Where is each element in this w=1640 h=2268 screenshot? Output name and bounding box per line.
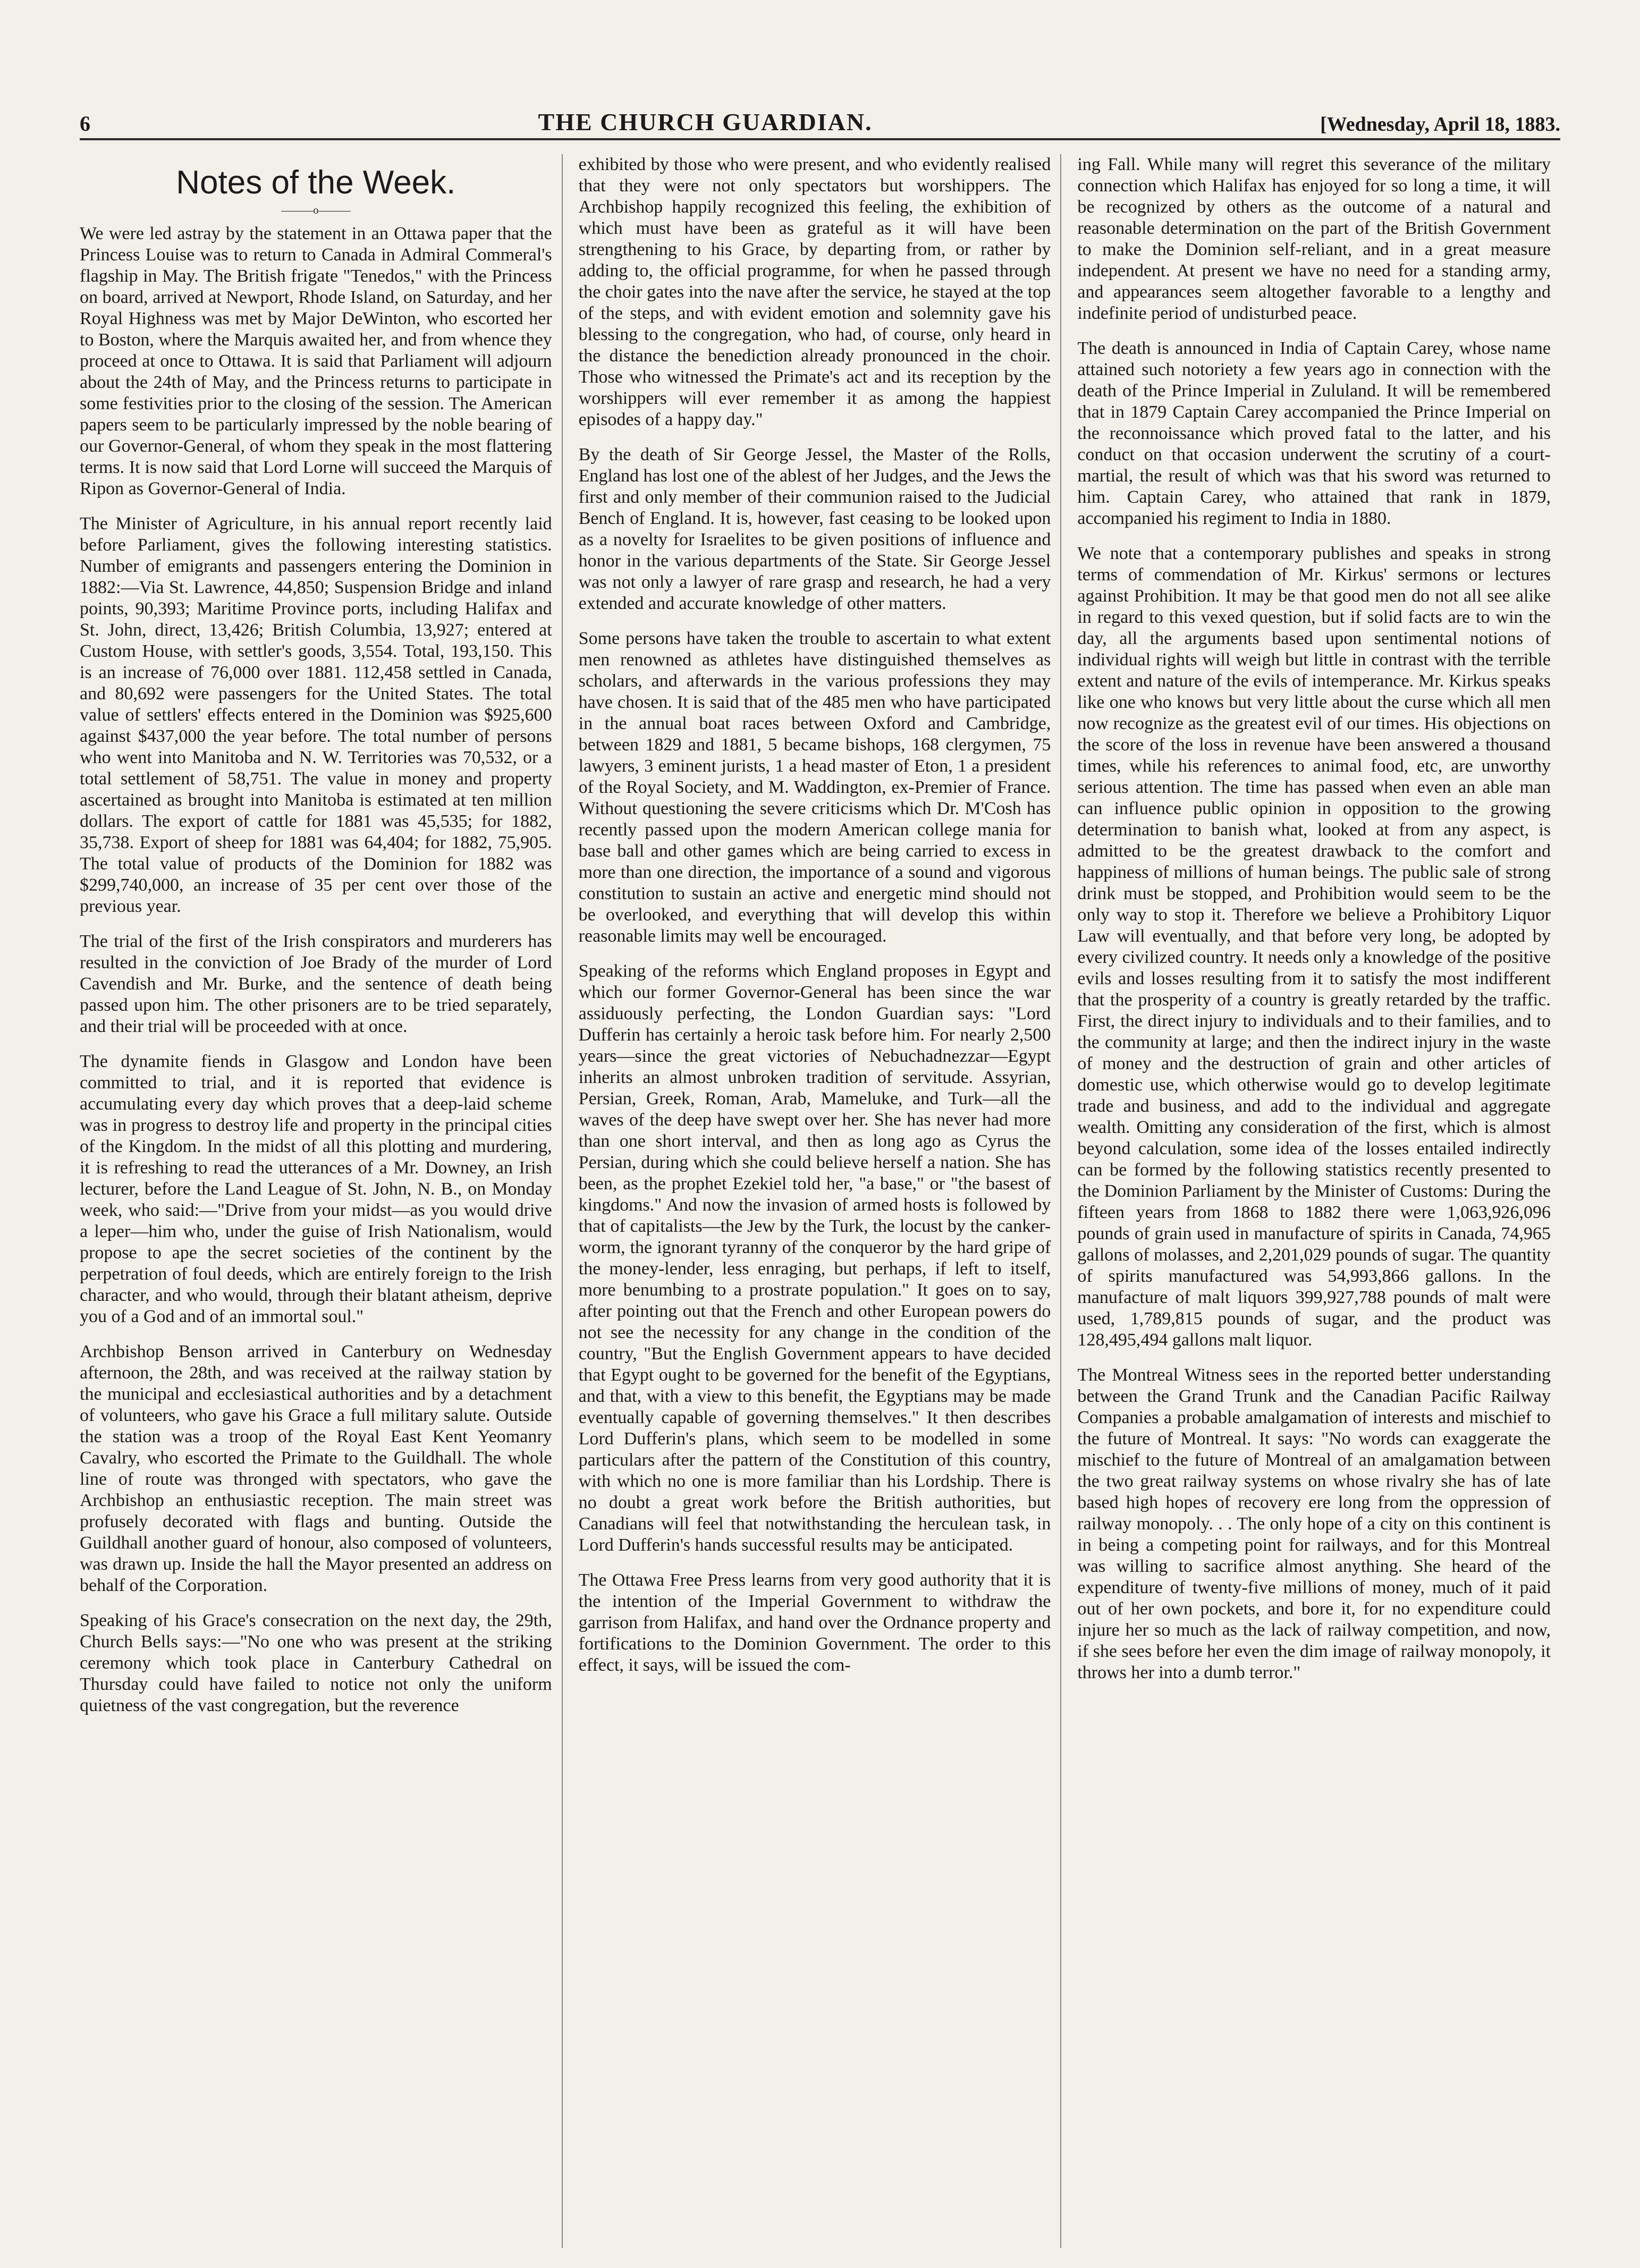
paragraph: The Minister of Agriculture, in his annual report recently laid before Parliament, gives the following interesting statistics. Number of emigrants and passengers entering the Dominion in 1882:—Via St. Lawrence, 44,850; Suspension Bridge and inland points, 90,393; Maritime Province ports, including Halifax and St. John, direct, 13,426; British Columbia, 13,927; entered at Custom House, with settler's goods, 3,554. Total, 193,150. This is an increase of 76,000 over 1881. 112,458 settled in Canada, and 80,692 were passengers for the United States. The total value of settlers' effects entered in the Dominion was $925,600 against $437,000 the year before. The total number of persons who went into Manitoba and N. W. Territories was 70,532, or a total settlement of 58,751. The value in money and property ascertained as brought into Manitoba is estimated at ten million dollars. The export of cattle for 1881 was 45,535; for 1882, 35,738. Export of sheep for 1881 was 64,404; for 1882, 75,905. The total value of products of the Dominion for 1882 was $299,740,000, an increase of 35 per cent over those of the previous year. [80,514,552,916]
paragraph: The Ottawa Free Press learns from very good authority that it is the intention of the Imperial Government to withdraw the garrison from Halifax, and hand over the Ordnance property and fortifications to the Dominion Government. The order to this effect, it says, will be issued the com- [578,1570,1051,1675]
section-title: Notes of the Week. [176,164,456,201]
column-3 [1077,154,1560,2248]
issue-date: [Wednesday, April 18, 1883. [1320,113,1560,136]
text-columns [80,154,1560,2248]
paragraph: By the death of Sir George Jessel, the Master of the Rolls, England has lost one of the ablest of her Judges, and the Jews the first and only member of their communion raised to the Judicial Bench of England. It is, however, fast ceasing to be looked upon as a novelty for Israelites to be given positions of influence and honor in the various departments of the State. Sir George Jessel was not only a lawyer of rare grasp and research, he had a very extended and accurate knowledge of other matters. [578,445,1051,613]
paragraph: exhibited by those who were present, and who evidently realised that they were not only spectators but worshippers. The Archbishop happily recognized this feeling, the exhibition of which must have been as grateful as it will have been strengthening to his Grace, by departing from, or rather by adding to, the official programme, for when he passed through the choir gates into the nave after the service, he stayed at the top of the steps, and with evident emotion and solemnity gave his blessing to the congregation, who had, of course, only heard in the distance the benediction already pronounced in the choir. Those who witnessed the Primate's act and its reception by the worshippers will ever remember it as among the happiest episodes of a happy day." [578,155,1051,429]
paragraph: Archbishop Benson arrived in Canterbury on Wednesday afternoon, the 28th, and was received at the railway station by the municipal and ecclesiastical authorities and by a detachment of volunteers, who gave his Grace a full military salute. Outside the station was a troop of the Royal East Kent Yeomanry Cavalry, who escorted the Primate to the Guildhall. The whole line of route was thronged with spectators, who gave the Archbishop an enthusiastic reception. The main street was profusely decorated with flags and bunting. Outside the Guildhall another guard of honour, also composed of volunteers, was drawn up. Inside the hall the Mayor presented an address on behalf of the Corporation. [80,1342,552,1595]
paragraph: We note that a contemporary publishes and speaks in strong terms of commendation of Mr. Kirkus' sermons or lectures against Prohibition. It may be that good men do not all see alike in regard to this vexed question, but if solid facts are to win the day, all the arguments based upon sentimental notions of individual rights will weigh but little in contrast with the terrible extent and nature of the evils of intemperance. Mr. Kirkus speaks like one who knows but very little about the curse which all men now recognize as the greatest evil of our times. His objections on the score of the loss in revenue have been answered a thousand times, while his references to animal food, etc, are unworthy serious attention. The time has passed when even an able man can influence public opinion in opposition to the growing determination to banish what, looked at from any aspect, is admitted to be the greatest drawback to the comfort and happiness of millions of human beings. The public sale of strong drink must be stopped, and Prohibition would seem to be the only way to stop it. Therefore we believe a Prohibitory Liquor Law will eventually, and that before very long, be adopted by every civilized country. It needs only a knowledge of the positive evils and losses resulting from it to satisfy the most indifferent that the prosperity of a country is greatly retarded by the traffic. First, the direct injury to individuals and to their families, and to the community at large; and then the indirect injury in the waste of money and the destruction of grain and other articles of domestic use, which otherwise would go to develop legitimate trade and business, and add to the individual and aggregate wealth. Omitting any consideration of the first, which is almost beyond calculation, some idea of the losses entailed indirectly can be formed by the following statistics recently presented to the Dominion Parliament by the Minister of Customs: During the fifteen years from 1868 to 1882 there were 1,063,926,096 pounds of grain used in manufacture of spirits in Canada, 74,965 gallons of molasses, and 2,201,029 pounds of sugar. The quantity of spirits manufactured was 54,993,866 gallons. In the manufacture of malt liquors 399,927,788 pounds of malt were used, 1,789,815 pounds of sugar, and the product was 128,495,494 gallons malt liquor. [1077,544,1551,1350]
page-number: 6 [80,112,90,136]
column-1 [80,154,563,2248]
masthead-title: THE CHURCH GUARDIAN. [538,108,873,136]
paragraph: Speaking of his Grace's consecration on the next day, the 29th, Church Bells says:—"No one who was present at the striking ceremony which took place in Canterbury Cathedral on Thursday could have failed to notice not only the uniform quietness of the vast congregation, but the reverence [80,1611,552,1715]
paragraph: The trial of the first of the Irish conspirators and murderers has resulted in the conviction of Joe Brady of the murder of Lord Cavendish and Mr. Burke, and the sentence of death being passed upon him. The other prisoners are to be tried separately, and their trial will be proceeded with at once. [80,932,552,1036]
paragraph: The dynamite fiends in Glasgow and London have been committed to trial, and it is reported that evidence is accumulating every day which proves that a deep-laid scheme was in progress to destroy life and property in the principal cities of the Kingdom. In the midst of all this plotting and murdering, it is refreshing to read the utterances of a Mr. Downey, an Irish lecturer, before the Land League of St. John, N. B., on Monday week, who said:—"Drive from your midst—as you would drive a leper—him who, under the guise of Irish Nationalism, would propose to ape the secret societies of the continent by the perpetration of foul deeds, which are entirely foreign to the Irish character, and who would, through their blatant atheism, deprive you of a God and of an immortal soul." [80,1052,552,1326]
paragraph: We were led astray by the statement in an Ottawa paper that the Princess Louise was to return to Canada in Admiral Commeral's flagship in May. The British frigate "Tenedos," with the Princess on board, arrived at Newport, Rhode Island, on Saturday, and her Royal Highness was met by Major DeWinton, who escorted her to Boston, where the Marquis awaited her, and from whence they proceed at once to Ottawa. It is said that Parliament will adjourn about the 24th of May, and the Princess returns to participate in some festivities prior to the closing of the session. The American papers seem to be particularly impressed by the noble bearing of our Governor-General, of whom they speak in the most flattering terms. It is now said that Lord Lorne will succeed the Marquis of Ripon as Governor-General of India. [80,224,552,498]
paragraph: Speaking of the reforms which England proposes in Egypt and which our former Governor-General has been since the war assiduously perfecting, the London Guardian says: "Lord Dufferin has certainly a heroic task before him. For nearly 2,500 years—since the great victories of Nebuchadnezzar—Egypt inherits an almost unbroken tradition of servitude. Assyrian, Persian, Greek, Roman, Arab, Mameluke, and Turk—all the waves of the deep have swept over her. She has never had more than one short interval, and then as long ago as Cyrus the Persian, during which she could believe herself a nation. She has been, as the prophet Ezekiel told her, "a base," or "the basest of kingdoms." And now the invasion of armed hosts is followed by that of capitalists—the Jew by the Turk, the locust by the canker-worm, the ignorant tyranny of the conqueror by the hard gripe of the money-lender, less enraging, but perhaps, if left to itself, more benumbing to a prostrate population." It goes on to say, after pointing out that the French and other European powers do not see the necessity for any change in the condition of the country, "But the English Government appears to have decided that Egypt ought to be governed for the benefit of the Egyptians, and that, with a view to this benefit, the Egyptians may be made eventually capable of governing themselves." It then describes Lord Dufferin's plans, which seem to be modelled in some particulars after the pattern of the Constitution of this country, with which no one is more familiar than his Lordship. There is no doubt a great work before the British authorities, but Canadians will feel that notwithstanding the herculean task, in Lord Dufferin's hands successful results may be anticipated. [578,961,1051,1555]
paragraph: ing Fall. While many will regret this severance of the military connection which Halifax has enjoyed for so long a time, it will be recognized by others as the outcome of a natural and reasonable determination on the part of the British Government to make the Dominion self-reliant, and in a great measure independent. At present we have no need for a standing army, and appearances seem altogether favorable to a lengthy and indefinite period of undisturbed peace. [1077,155,1551,323]
page-header [80,104,1560,140]
section-divider: ———o——— [281,205,351,216]
paragraph: Some persons have taken the trouble to ascertain to what extent men renowned as athletes have distinguished themselves as scholars, and afterwards in the various professions they may have chosen. It is said that of the 485 men who have participated in the annual boat races between Oxford and Cambridge, between 1829 and 1881, 5 became bishops, 168 clergymen, 75 lawyers, 3 eminent jurists, 1 a head master of Eton, 1 a president of the Royal Society, and M. Waddington, ex-Premier of France. Without questioning the severe criticisms which Dr. M'Cosh has recently passed upon the modern American college mania for base ball and other games which are being carried to excess in more than one direction, the importance of a sound and vigorous constitution to sustain an active and energetic mind should not be overlooked, and everything that will develop this within reasonable limits may well be encouraged. [578,629,1051,946]
column-2 [579,154,1062,2248]
paragraph: The death is announced in India of Captain Carey, whose name attained such notoriety a few years ago in connection with the death of the Prince Imperial in Zululand. It will be remembered that in 1879 Captain Carey accompanied the Prince Imperial on the reconnoissance which proved fatal to the latter, and his conduct on that occasion underwent the scrutiny of a court-martial, the result of which was that his sword was returned to him. Captain Carey, who attained that rank in 1879, accompanied his regiment to India in 1880. [1077,338,1551,528]
paragraph: The Montreal Witness sees in the reported better understanding between the Grand Trunk and the Canadian Pacific Railway Companies a probable amalgamation of interests and mischief to the future of Montreal. It says: "No words can exaggerate the mischief to the future of Montreal of an amalgamation between the two great railway systems on whose rivalry she has of late based high hopes of recovery ere long from the oppression of railway monopoly. . . The only hope of a city on this continent is in being a competing point for railways, and for this Montreal was willing to sacrifice almost anything. She heard of the expenditure of twenty-five millions of money, much of it paid out of her own pockets, and bore it, for no expenditure could injure her so much as the lack of railway competition, and now, if she sees before her even the dim image of railway monopoly, it throws her into a dumb terror." [1077,1365,1551,1682]
